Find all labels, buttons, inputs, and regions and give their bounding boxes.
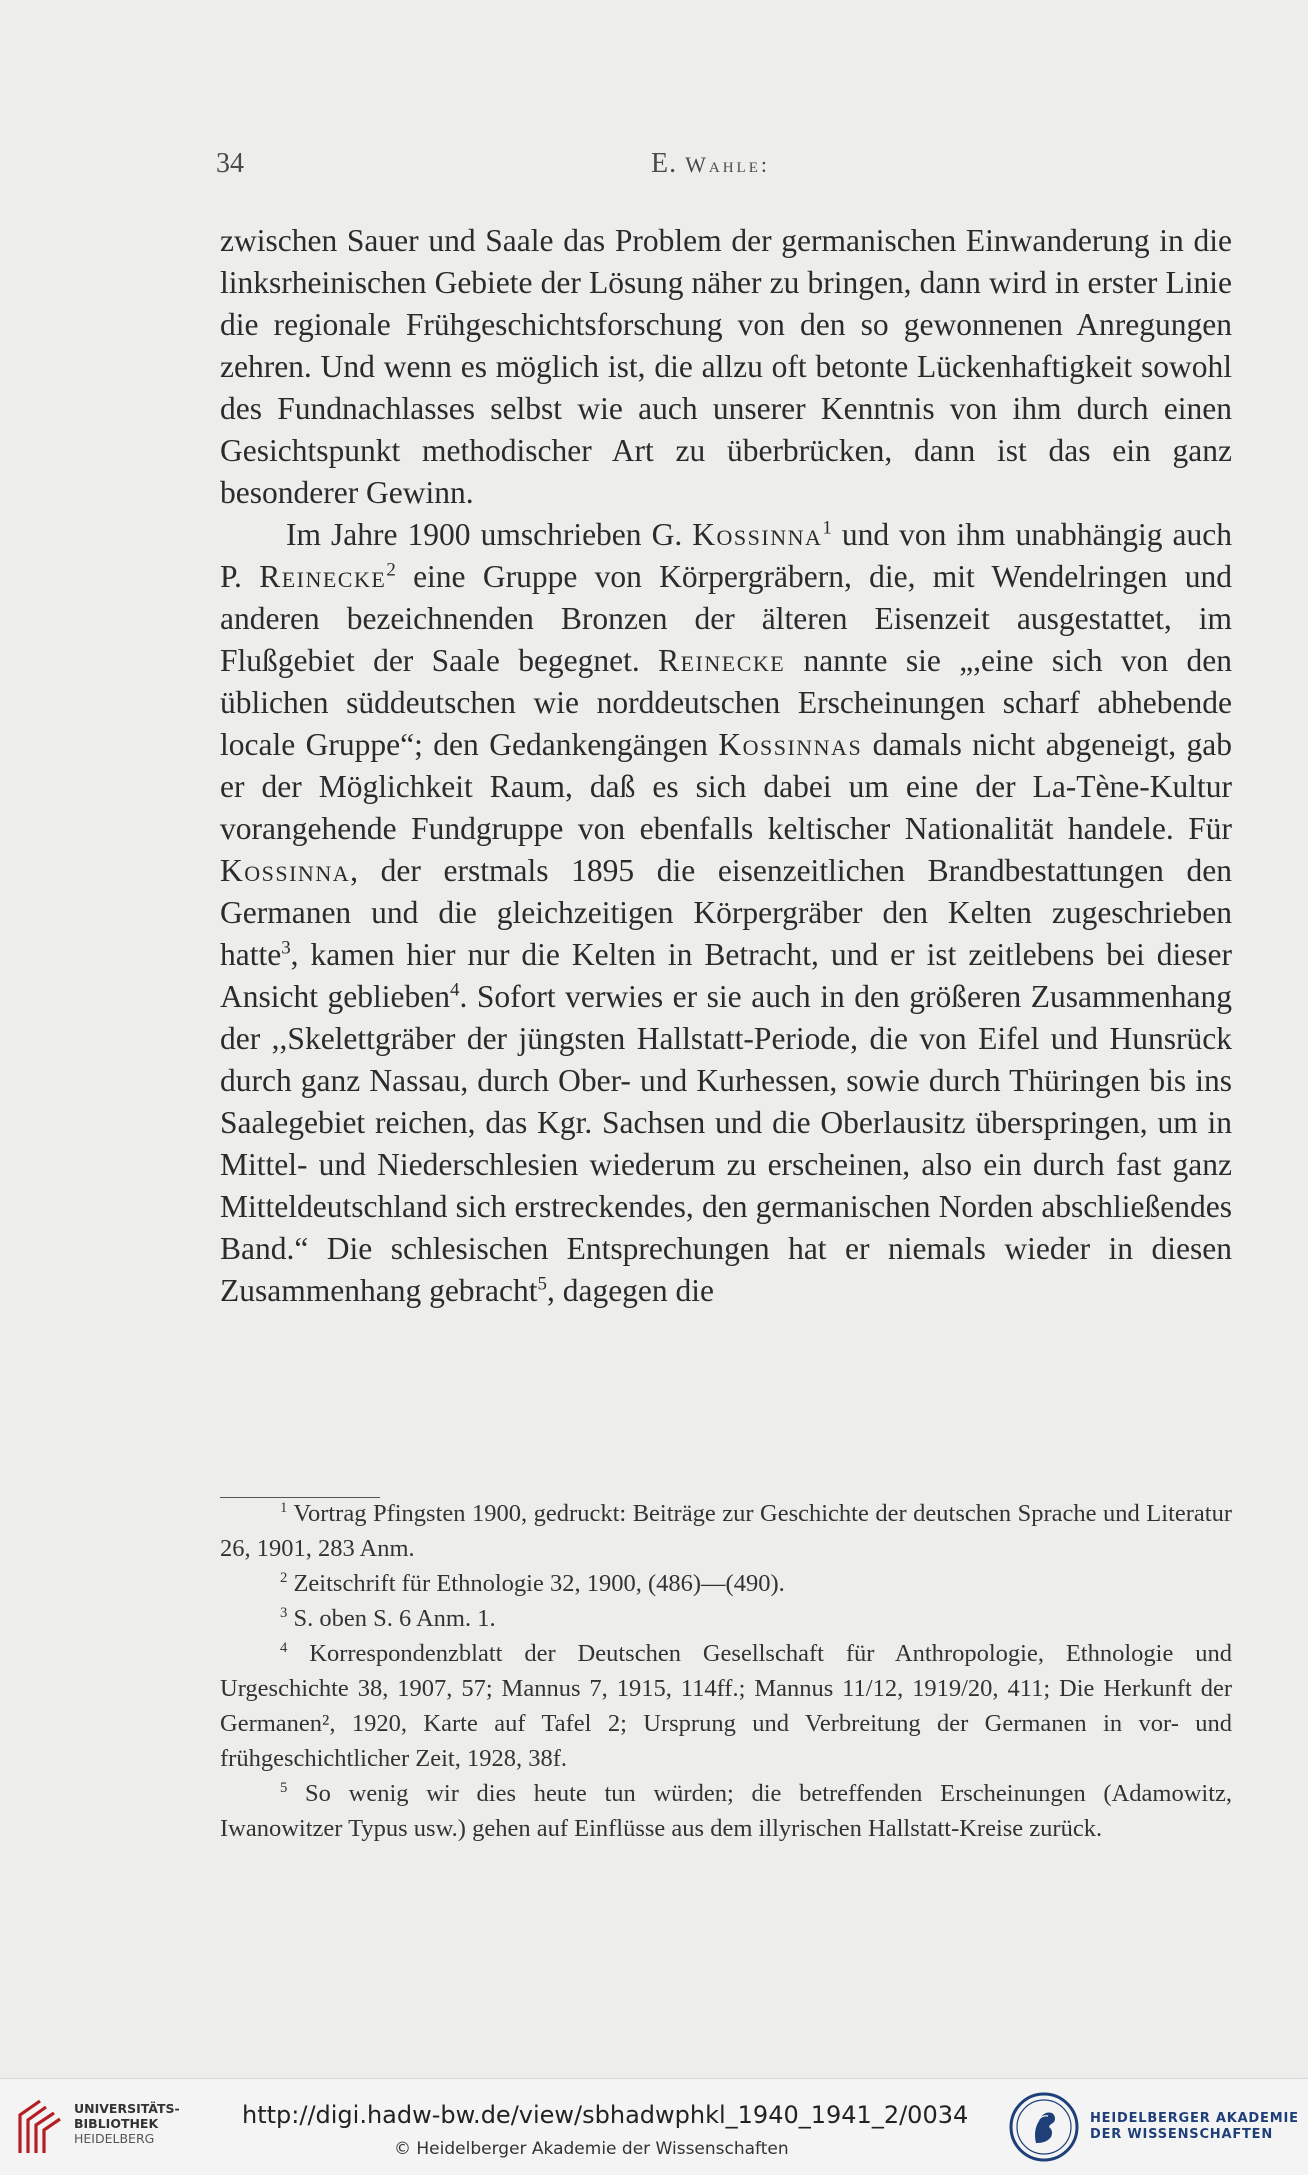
page-number: 34 xyxy=(216,148,244,179)
author-reinecke: Reinecke xyxy=(259,559,387,594)
academy-name-line: DER WISSENSCHAFTEN xyxy=(1090,2127,1274,2142)
text-run: , der erstmals 1895 die eisenzeitlichen Brandbestattungen den Germanen und die gleichzeitigen Körpergräber den Kelten zugeschrieben hatte xyxy=(220,853,1232,972)
footnote-text: Korrespondenzblatt der Deutschen Gesellschaft für Anthropologie, Ethnologie und Urgeschichte 38, 1907, 57; Mannus 7, 1915, 114ff.; Mannus 11/12, 1919/20, 411; Die Herkunft der Germanen², 1920, Karte auf Tafel 2; Ursprung und Verbreitung der Germanen in vor- und frühgeschichtlicher Zeit, 1928, 38f. xyxy=(220,1640,1233,1772)
footnote-text: S. oben S. 6 Anm. 1. xyxy=(293,1605,496,1632)
author-kossinnas: Kossinnas xyxy=(718,727,863,762)
author-initial: E. xyxy=(651,148,678,179)
text-run: und von ihm unabhängig auch P. xyxy=(220,517,1232,594)
footnote xyxy=(220,1566,1232,1601)
footnote-ref-3[interactable]: 3 xyxy=(281,937,291,959)
author-reinecke: Reinecke xyxy=(658,643,786,678)
footnote-ref-4[interactable]: 4 xyxy=(449,979,460,1001)
footnote-text: So wenig wir dies heute tun würden; die betreffenden Erscheinungen (Adamowitz, Iwanowitzer Typus usw.) gehen auf Einflüsse aus dem illyrischen Hallstatt-Kreise zurück. xyxy=(220,1780,1233,1842)
body-text xyxy=(220,220,1232,1312)
footnotes xyxy=(220,1496,1232,1846)
paragraph-1: zwischen Sauer und Saale das Problem der germanischen Einwanderung in die linksrheinischen Gebiete der Lösung näher zu bringen, dann wird in erster Linie die regionale Frühgeschichtsforschung von den so gewonnenen Anregungen zehren. Und wenn es möglich ist, die allzu oft betonte Lückenhaftigkeit sowohl des Fundnachlasses selbst wie auch unserer Kenntnis von ihm durch einen Gesichtspunkt methodischer Art zu überbrücken, dann ist das ein ganz besonderer Gewinn. xyxy=(220,223,1232,510)
footnote-number: 4 xyxy=(280,1639,288,1656)
text-run: , dagegen die xyxy=(546,1273,715,1308)
footnote-text: Zeitschrift für Ethnologie 32, 1900, (486)—(490). xyxy=(293,1570,785,1597)
author-kossinna: Kossinna xyxy=(220,853,351,888)
viewer-footer xyxy=(0,2078,1308,2175)
footnote-ref-1[interactable]: 1 xyxy=(822,517,832,539)
running-head xyxy=(216,148,1223,188)
text-run: . Sofort verwies er sie auch in den größeren Zusammenhang der ,,Skelettgräber der jüngsten Hallstatt-Periode, die von Eifel und Hunsrück durch ganz Nassau, durch Ober- und Kurhessen, sowie durch Thüringen bis ins Saalegebiet reichen, das Kgr. Sachsen und die Oberlausitz überspringen, um in Mittel- und Niederschlesien wiederum zu erscheinen, also ein durch fast ganz Mitteldeutschland sich erstreckendes, den germanischen Norden abschließendes Band.“ Die schlesischen Entsprechungen hat er niemals wieder in diesen Zusammenhang gebracht xyxy=(220,979,1232,1308)
footnote-ref-5[interactable]: 5 xyxy=(537,1273,547,1295)
footnote xyxy=(220,1776,1232,1846)
academy-name-line: HEIDELBERGER AKADEMIE xyxy=(1090,2111,1299,2126)
text-run: Im Jahre 1900 umschrieben G. xyxy=(286,517,693,552)
text-run: damals nicht abgeneigt, gab er der Möglichkeit Raum, daß es sich dabei um eine der La-Tène-Kultur vorangehende Fundgruppe von ebenfalls keltischer Nationalität handele. Für xyxy=(220,727,1232,846)
footnote-number: 3 xyxy=(280,1604,288,1621)
library-name-line: UNIVERSITÄTS- xyxy=(74,2101,180,2116)
copyright-notice: © Heidelberger Akademie der Wissenschaften xyxy=(394,2139,789,2159)
academy-seal-icon[interactable] xyxy=(1008,2091,1080,2163)
author-kossinna: Kossinna xyxy=(692,517,823,552)
footnote-ref-2[interactable]: 2 xyxy=(386,559,396,581)
footnote xyxy=(220,1636,1232,1776)
footnote-number: 2 xyxy=(280,1569,288,1586)
text-run: nannte sie „,eine sich von den üblichen süddeutschen wie norddeutschen Erscheinungen scharf abhebende locale Gruppe“; den Gedankengängen xyxy=(220,643,1233,762)
library-name-line: BIBLIOTHEK xyxy=(74,2116,159,2131)
footnote-number: 5 xyxy=(280,1779,288,1796)
permalink-url[interactable]: http://digi.hadw-bw.de/view/sbhadwphkl_1940_1941_2/0034 xyxy=(242,2101,969,2129)
academy-name xyxy=(1090,2111,1299,2143)
running-title xyxy=(651,148,770,180)
footnote-text: Vortrag Pfingsten 1900, gedruckt: Beiträge zur Geschichte der deutschen Sprache und Literatur 26, 1901, 283 Anm. xyxy=(220,1500,1233,1562)
text-run: eine Gruppe von Körpergräbern, die, mit Wendelringen und anderen bezeichnenden Bronzen der älteren Eisenzeit ausgestattet, im Flußgebiet der Saale begegnet. xyxy=(220,559,1232,678)
paragraph-2 xyxy=(220,514,1232,1312)
author-name: Wahle: xyxy=(685,152,770,177)
footnote-number: 1 xyxy=(280,1499,288,1516)
text-run: , kamen hier nur die Kelten in Betracht, und er ist zeitlebens bei dieser Ansicht geblieben xyxy=(220,937,1232,1014)
footnote xyxy=(220,1601,1232,1636)
footnote xyxy=(220,1496,1232,1566)
university-library-name xyxy=(74,2101,180,2146)
library-name-line: HEIDELBERG xyxy=(74,2131,155,2146)
university-library-logo-icon[interactable] xyxy=(14,2095,62,2157)
